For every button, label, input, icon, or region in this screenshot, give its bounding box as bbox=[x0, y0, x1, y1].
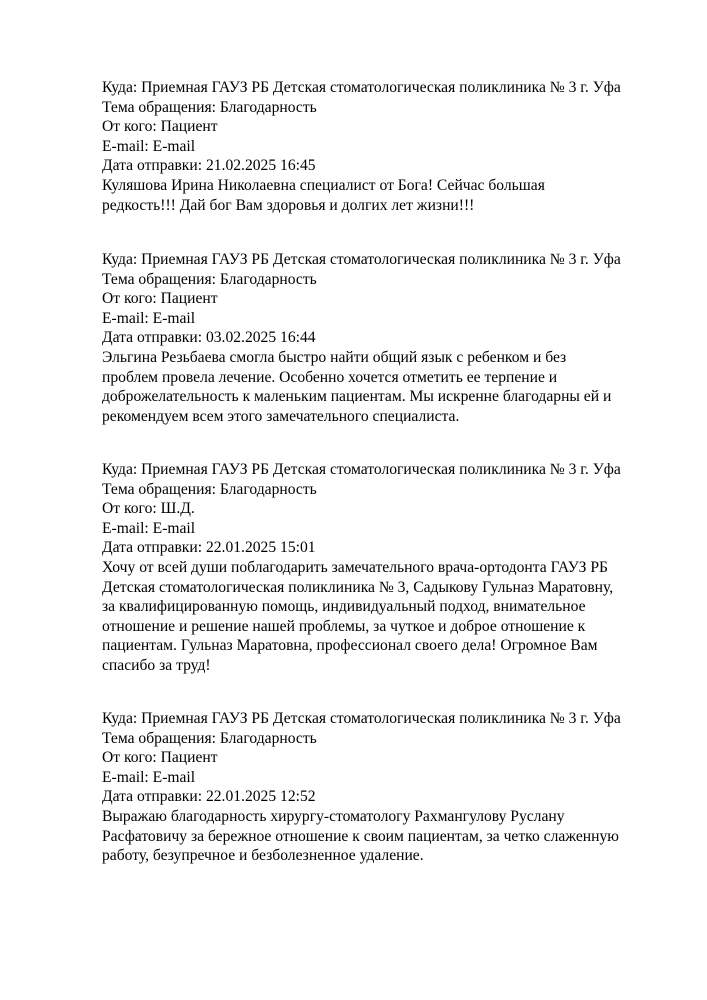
message-text: Куляшова Ирина Николаевна специалист от Бога! Сейчас большая редкость!!! Дай бог Вам здоровья и долгих лет жизни!!! bbox=[102, 176, 545, 214]
sent-date-line: Дата отправки: 03.02.2025 16:44 bbox=[102, 329, 316, 347]
email-line: E-mail: E-mail bbox=[102, 768, 196, 786]
sent-date-line: Дата отправки: 22.01.2025 12:52 bbox=[102, 788, 316, 806]
message-text: Эльгина Резьбаева смогла быстро найти общий язык с ребенком и без проблем провела лечение. Особенно хочется отметить ее терпение и доброжелательность к маленьким пациентам. Мы искренне благодарны ей и рекомендуем всем этого замечательного специалиста. bbox=[102, 348, 612, 425]
subject-line: Тема обращения: Благодарность bbox=[102, 480, 317, 498]
message-entry bbox=[102, 460, 682, 676]
email-line: E-mail: E-mail bbox=[102, 519, 196, 537]
sent-date-line: Дата отправки: 22.01.2025 15:01 bbox=[102, 539, 316, 557]
sender-line: От кого: Пациент bbox=[102, 118, 218, 136]
sender-line: От кого: Пациент bbox=[102, 749, 218, 767]
recipient-line: Куда: Приемная ГАУЗ РБ Детская стоматологическая поликлиника № 3 г. Уфа bbox=[102, 79, 621, 96]
message-entry bbox=[102, 709, 682, 866]
email-line: E-mail: E-mail bbox=[102, 137, 196, 155]
message-entry bbox=[102, 250, 682, 426]
email-line: E-mail: E-mail bbox=[102, 309, 196, 327]
message-text: Выражаю благодарность хирургу-стоматологу Рахмангулову Руслану Расфатовичу за бережное отношение к своим пациентам, за четко слаженную работу, безупречное и безболезненное удаление. bbox=[102, 807, 619, 865]
sent-date-line: Дата отправки: 21.02.2025 16:45 bbox=[102, 157, 316, 175]
sender-line: От кого: Пациент bbox=[102, 290, 218, 308]
message-text: Хочу от всей души поблагодарить замечательного врача-ортодонта ГАУЗ РБ Детская стоматологическая поликлиника № 3, Садыкову Гульназ Маратовну, за квалифицированную помощь, индивидуальный подход, внимательное отношение и решение нашей проблемы, за чуткое и доброе отношение к пациентам. Гульназ Маратовна, профессионал своего дела! Огромное Вам спасибо за труд! bbox=[102, 558, 614, 674]
recipient-line: Куда: Приемная ГАУЗ РБ Детская стоматологическая поликлиника № 3 г. Уфа bbox=[102, 710, 621, 727]
sender-line: От кого: Ш.Д. bbox=[102, 500, 195, 518]
subject-line: Тема обращения: Благодарность bbox=[102, 729, 317, 747]
subject-line: Тема обращения: Благодарность bbox=[102, 270, 317, 288]
recipient-line: Куда: Приемная ГАУЗ РБ Детская стоматологическая поликлиника № 3 г. Уфа bbox=[102, 461, 621, 478]
recipient-line: Куда: Приемная ГАУЗ РБ Детская стоматологическая поликлиника № 3 г. Уфа bbox=[102, 251, 621, 268]
message-entry bbox=[102, 78, 682, 215]
subject-line: Тема обращения: Благодарность bbox=[102, 98, 317, 116]
